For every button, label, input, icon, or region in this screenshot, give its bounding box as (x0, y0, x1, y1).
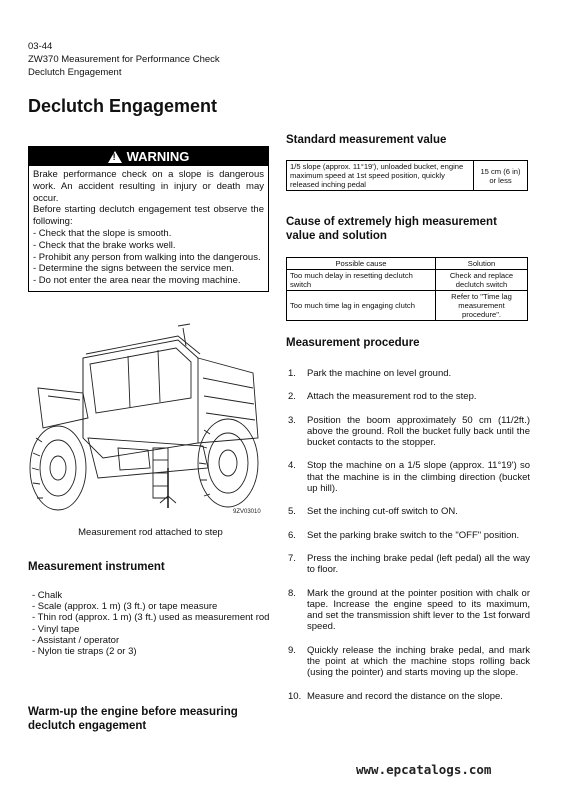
cause-heading (286, 215, 497, 243)
procedure-step (288, 553, 530, 576)
step-text: Measure and record the distance on the slope. (307, 690, 503, 702)
warning-lead: Before starting declutch engagement test observe the following: (33, 204, 264, 228)
instrument-list (32, 590, 272, 657)
step-text: Stop the machine on a 1/5 slope (approx. 11°19') so that the machine is in the climbing direction (bucket up hill). (307, 460, 530, 495)
measurement-instrument-heading: Measurement instrument (28, 561, 165, 573)
warmup-heading-line1: Warm-up the engine before measuring (28, 706, 238, 718)
instrument-item: - Chalk (32, 590, 63, 601)
step-number: 10. (288, 690, 302, 702)
cause-heading-line1: Cause of extremely high measurement (286, 216, 497, 228)
instrument-item: - Assistant / operator (32, 634, 120, 646)
warning-item: - Prohibit any person from walking into the dangerous. (33, 251, 261, 263)
procedure-step (288, 368, 530, 379)
step-text: Set the inching cut-off switch to ON. (307, 506, 458, 518)
warning-label: WARNING (126, 149, 190, 164)
figure-code: 9ZV03010 (233, 509, 261, 515)
step-number: 2. (288, 391, 296, 403)
procedure-step (288, 415, 530, 449)
step-text: Set the parking brake switch to the "OFF" position. (307, 529, 520, 541)
cause-cell: Too much time lag in engaging clutch (287, 291, 436, 321)
cause-cell: Too much delay in resetting declutch switch (287, 270, 436, 291)
instrument-item: - Thin rod (approx. 1 m) (3 ft.) used as measurement rod (32, 612, 270, 624)
warmup-heading-line2: declutch engagement (28, 720, 147, 732)
step-number: 7. (288, 552, 296, 564)
table-row (287, 291, 528, 321)
page-title: Declutch Engagement (28, 96, 218, 116)
step-number: 8. (288, 587, 296, 599)
procedure-step (288, 460, 530, 494)
standard-value-heading: Standard measurement value (286, 134, 447, 146)
procedure-step (288, 691, 530, 702)
warning-item: - Check that the slope is smooth. (33, 227, 172, 239)
warning-item: - Determine the signs between the service men. (33, 263, 235, 275)
procedure-step (288, 391, 530, 402)
warning-box (28, 146, 269, 292)
step-text: Press the inching brake pedal (left pedal) all the way to floor. (307, 552, 530, 576)
cause-solution-table (286, 257, 528, 321)
warning-list (33, 228, 264, 287)
standard-condition-cell: 1/5 slope (approx. 11°19'), unloaded bucket, engine maximum speed at 1st speed position, quickly released inching pedal (287, 161, 474, 191)
warning-item: - Do not enter the area near the moving machine. (33, 275, 241, 287)
table-header-row (287, 258, 528, 270)
instrument-item: - Vinyl tape (32, 623, 80, 635)
step-text: Position the boom approximately 50 cm (11/2ft.) above the ground. Roll the bucket fully back until the bucket contacts to the stopper. (307, 414, 530, 449)
wheel-loader-illustration (28, 318, 273, 523)
warning-body (29, 166, 268, 291)
standard-value-cell: 15 cm (6 in) or less (474, 161, 528, 191)
step-number: 9. (288, 644, 296, 656)
step-number: 4. (288, 460, 296, 472)
header-section-line: Declutch Engagement (28, 67, 122, 78)
step-number: 5. (288, 506, 296, 518)
procedure-step (288, 645, 530, 679)
step-text: Mark the ground at the pointer position with chalk or tape. Increase the engine speed to its maximum, and set the transmission shift lever to the 1st forward speed. (307, 587, 530, 633)
warning-intro: Brake performance check on a slope is dangerous work. An accident resulting in injury or death may occur. (33, 169, 264, 204)
column-header-solution: Solution (436, 258, 528, 270)
instrument-item: - Nylon tie straps (2 or 3) (32, 646, 137, 658)
procedure-steps (288, 368, 530, 702)
step-text: Quickly release the inching brake pedal, and mark the point at which the machine stops rolling back (using the pointer) and starts moving up the slope. (307, 644, 530, 679)
procedure-heading: Measurement procedure (286, 337, 420, 349)
instrument-item: - Scale (approx. 1 m) (3 ft.) or tape measure (32, 601, 218, 613)
procedure-step (288, 506, 530, 517)
page-code: 03-44 (28, 41, 53, 52)
step-number: 3. (288, 414, 296, 426)
step-text: Park the machine on level ground. (307, 368, 452, 379)
cause-heading-line2: value and solution (286, 230, 387, 242)
figure-caption: Measurement rod attached to step (78, 527, 223, 538)
step-text: Attach the measurement rod to the step. (307, 391, 477, 403)
warmup-heading (28, 705, 238, 733)
procedure-step (288, 588, 530, 633)
procedure-step (288, 530, 530, 541)
standard-value-table (286, 160, 528, 191)
warning-item: - Check that the brake works well. (33, 239, 176, 251)
solution-cell: Check and replace declutch switch (436, 270, 528, 291)
wheel-loader-figure (28, 318, 273, 523)
running-header (28, 40, 220, 79)
table-row (287, 161, 528, 191)
table-row (287, 270, 528, 291)
warning-triangle-icon (108, 151, 122, 163)
step-number: 6. (288, 529, 296, 541)
column-header-cause: Possible cause (287, 258, 436, 270)
solution-cell: Refer to "Time lag measurement procedure". (436, 291, 528, 321)
footer-watermark-link[interactable]: www.epcatalogs.com (356, 762, 492, 777)
header-model-line: ZW370 Measurement for Performance Check (28, 54, 220, 65)
step-number: 1. (288, 368, 296, 379)
warning-header (29, 147, 268, 166)
